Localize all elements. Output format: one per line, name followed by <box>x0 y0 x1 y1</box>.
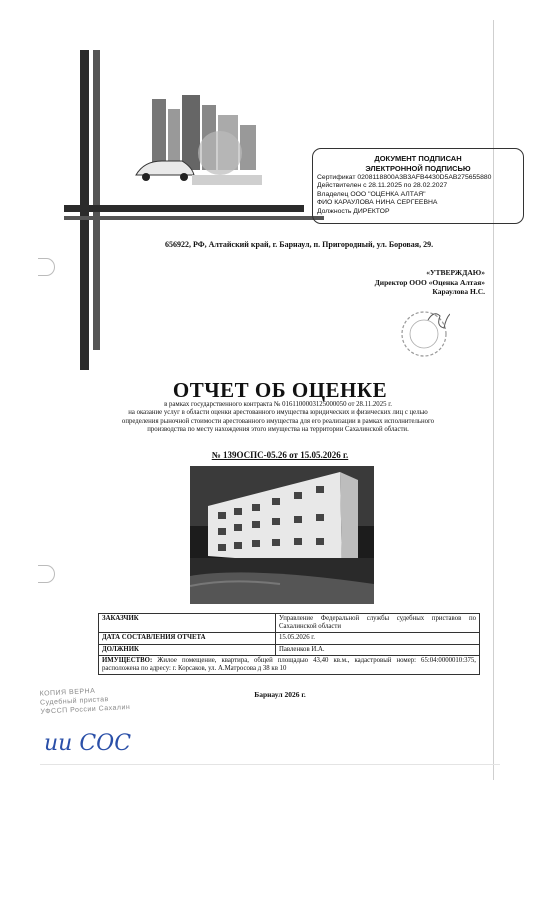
handwritten-note <box>40 722 180 762</box>
debtor-label: ДОЛЖНИК <box>99 644 276 655</box>
customer-value: Управление Федеральной службы судебных приставов по Сахалинской области <box>276 614 480 633</box>
table-row <box>99 644 480 655</box>
handwritten-text: ии СОС <box>44 731 132 756</box>
approval-director: Директор ООО «Оценка Алтая» <box>374 277 485 287</box>
city-year: Барнаул 2026 г. <box>254 690 306 699</box>
logo-vertical-bar-2 <box>93 50 100 350</box>
report-title: ОТЧЕТ ОБ ОЦЕНКЕ <box>172 378 388 402</box>
copy-certification-stamp <box>39 682 180 716</box>
stamp-title <box>313 154 523 174</box>
property-label: ИМУЩЕСТВО: <box>102 656 153 664</box>
stamp-owner: Владелец ООО "ОЦЕНКА АЛТАЯ" <box>317 190 426 198</box>
date-label: ДАТА СОСТАВЛЕНИЯ ОТЧЕТА <box>99 633 276 644</box>
table-row <box>99 614 480 633</box>
logo-city-car-image <box>132 95 272 190</box>
company-address: 656922, РФ, Алтайский край, г. Барнаул, п. Пригородный, ул. Боровая, 29. <box>165 240 434 249</box>
debtor-value: Павленков И.А. <box>276 644 480 655</box>
stamp-position: Должность ДИРЕКТОР <box>317 207 390 215</box>
table-row <box>99 655 480 674</box>
building-photo <box>190 466 374 604</box>
description-line-2: на оказание услуг в области оценки арестованного имущества юридических и физических лиц с целью <box>128 409 428 417</box>
contract-line: в рамках государственного контракта № 0161100003125000050 от 28.11.2025 г. <box>164 401 392 408</box>
date-value: 15.05.2026 г. <box>276 633 480 644</box>
scan-bottom-edge <box>40 764 500 765</box>
copy-stamp-line2: Судебный пристав <box>39 696 110 707</box>
stamp-validity: Действителен с 28.11.2025 по 28.02.2027 <box>317 182 448 190</box>
electronic-signature-stamp <box>312 148 524 224</box>
stamp-title-line2: ЭЛЕКТРОННОЙ ПОДПИСЬЮ <box>365 164 471 173</box>
copy-stamp-line1: КОПИЯ ВЕРНА <box>39 687 96 698</box>
stamp-fio: ФИО КАРАУЛОВА НИНА СЕРГЕЕВНА <box>317 199 438 207</box>
report-number: № 139ОСПС-05.26 от 15.05.2026 г. <box>211 450 349 460</box>
logo-horizontal-bar-2 <box>64 216 324 220</box>
punch-hole-top <box>38 258 55 276</box>
approval-heading: «УТВЕРЖДАЮ» <box>426 268 485 277</box>
table-row <box>99 633 480 644</box>
property-cell <box>99 655 480 674</box>
description-line-3: определения рыночной стоимости арестованного имущества для его реализации в рамках исполнительного <box>121 417 435 425</box>
customer-label: ЗАКАЗЧИК <box>99 614 276 633</box>
copy-stamp-line3: УФССП России Сахалин <box>40 703 131 716</box>
description-line-4: производства по месту нахождения этого имущества на территории Сахалинской области. <box>147 425 409 433</box>
stamp-title-line1: ДОКУМЕНТ ПОДПИСАН <box>374 154 462 163</box>
approval-name: Караулова Н.С. <box>432 287 485 296</box>
approval-block <box>375 268 485 297</box>
company-seal-image <box>398 306 450 358</box>
property-value: Жилое помещение, квартира, общей площадью 43,40 кв.м., кадастровый номер: 65:04:0000010:375, расположена по адресу: г. Корсаков, ул. А.Матросова д 38 кв 10 <box>102 656 476 673</box>
logo-horizontal-bar-1 <box>64 205 304 212</box>
report-description <box>72 401 484 434</box>
report-info-table <box>98 613 480 675</box>
punch-hole-bottom <box>38 565 55 583</box>
stamp-certificate: Сертификат 0208118800A3B3AFB4430D5AB275655880 <box>317 174 492 181</box>
